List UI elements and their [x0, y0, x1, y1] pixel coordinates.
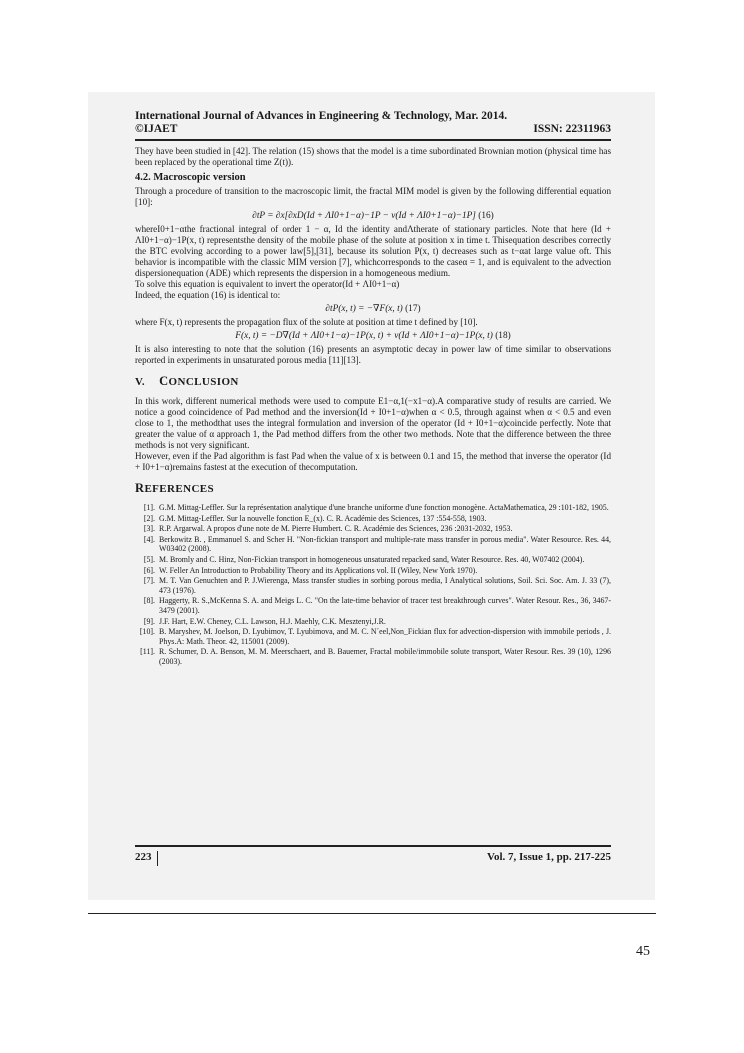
header-row: [135, 123, 611, 136]
reference-item: [135, 647, 611, 666]
references-heading: [135, 481, 611, 496]
journal-footer: [135, 845, 611, 866]
macro-paragraph-1: Through a procedure of transition to the macroscopic limit, the fractal MIM model is given by the following differential equation [10]:: [135, 186, 611, 207]
reference-item: [135, 535, 611, 554]
reference-text: R.P. Argarwal. A propos d'une note de M. Pierre Humbert. C. R. Académie des Sciences, 236 :2031-2032, 1953.: [159, 524, 513, 534]
references-list: [135, 503, 611, 667]
conclusion-paragraph-1: In this work, different numerical methods were used to compute E1−α,1(−x1−α).A comparative study of results are carried. We notice a good coincidence of Pad method and the inversion(Id + I0+1−α)when α < 0.5, through against when α < 0.5 and even close to 1, the methodthat uses the integral formulation and inversion of the operator (Id + I0+1−α)coincide perfectly. Note that greater the value of α approach 1, the Pad method differs from the other two methods. Note that the difference between the three methods is not very significant.: [135, 396, 611, 450]
macro-paragraph-4: Indeed, the equation (16) is identical to:: [135, 290, 281, 300]
conclusion-number: V.: [135, 376, 146, 388]
reference-text: W. Feller An Introduction to Probability Theory and its Applications vol. II (Wiley, New York 1970).: [159, 565, 478, 575]
equation-17-body: ∂tP(x, t) = −∇F(x, t): [325, 304, 403, 314]
reference-number: [11].: [140, 647, 155, 657]
reference-item: [135, 627, 611, 646]
reference-text: Haggerty, R. S.,McKenna S. A. and Meigs L. C. "On the late-time behavior of tracer test breakthrough curves". Water Resour. Res., 36, 3467-3479 (2001).: [159, 596, 611, 615]
macro-paragraph-6: It is also interesting to note that the solution (16) presents an asymptotic decay in power law of time similar to observations reported in experiments in unsaturated porous media [11][13].: [135, 344, 611, 365]
reference-item: [135, 617, 611, 627]
reference-item: [135, 524, 611, 534]
references-title-rest: EFERENCES: [144, 483, 215, 495]
footer-rule: [135, 845, 611, 847]
header-rule: [135, 139, 611, 141]
reference-number: [7].: [143, 576, 155, 586]
references-title-initial: R: [135, 481, 145, 495]
reference-number: [5].: [143, 554, 155, 564]
reference-number: [6].: [143, 565, 155, 575]
equation-18-number: (18): [495, 331, 511, 341]
reference-text: B. Maryshev, M. Joelson, D. Lyubimov, T. Lyubimova, and M. C. N´eel,Non_Fickian flux for advection-dispersion with immobile periods , J. Phys.A: Math. Theor. 42, 115001 (2009).: [159, 627, 611, 646]
conclusion-title-rest: ONCLUSION: [168, 376, 239, 388]
equation-16-number: (16): [478, 211, 494, 221]
reference-number: [10].: [139, 627, 155, 637]
reference-text: J.F. Hart, E.W. Cheney, C.L. Lawson, H.J. Maehly, C.K. Mesztenyi,J.R.: [159, 616, 386, 626]
equation-16: [135, 210, 611, 222]
reference-item: [135, 555, 611, 565]
reference-text: Berkowitz B. , Emmanuel S. and Scher H. "Non-fickian transport and multiple-rate mass transfer in porous media". Water Resource. Res. 44, W03402 (2008).: [159, 534, 611, 554]
footer-row: [135, 851, 611, 866]
volume-info: Vol. 7, Issue 1, pp. 217-225: [487, 851, 611, 863]
copyright: ©IJAET: [135, 123, 178, 135]
reference-number: [1].: [143, 503, 155, 512]
journal-title: International Journal of Advances in Engineering & Technology, Mar. 2014.: [135, 110, 508, 122]
reference-item: [135, 576, 611, 595]
journal-page-number: 223: [135, 851, 158, 866]
equation-16-body: ∂tP = ∂x[∂xD(Id + ΛI0+1−α)−1P − v(Id + ΛI0+1−α)−1P]: [252, 211, 476, 221]
macro-paragraph-2: whereI0+1−αthe fractional integral of order 1 − α, Id the identity andΛtherate of stationary particles. Note that here (Id + ΛI0+1−α)−1P(x, t) representsthe density of the mobile phase of the solute at position x in time t. Thisequation describes correctly the BTC evolving according to a power law[5],[31], because its solution P(x, t) decreases such as t−αat large value oft. This behavior is incompatible with the classic MIM version [7], whichcorresponds to the caseα = 1, and is equivalent to the advection dispersionequation (ADE) which represents the dispersion in a homogeneous medium.: [135, 224, 611, 278]
reference-text: R. Schumer, D. A. Benson, M. M. Meerschaert, and B. Bauemer, Fractal mobile/immobile solute transport, Water Resour. Res. 39 (10), 1296 (2003).: [159, 647, 611, 666]
equation-18: [135, 330, 611, 342]
conclusion-paragraph-2: However, even if the Pad algorithm is fast Pad when the value of x is between 0.1 and 15, the method that inverse the operator (Id + I0+1−α)remains fastest at the execution of thecomputation.: [135, 451, 611, 472]
reference-text: M. T. Van Genuchten and P. J.Wierenga, Mass transfer studies in sorbing porous media, I Analytical solutions, Soil. Sci. Soc. Am. J. 33 (7), 473 (1976).: [159, 576, 611, 595]
conclusion-title-initial: C: [159, 374, 169, 388]
scanned-page: [88, 92, 655, 900]
reference-text: G.M. Mittag-Leffler. Sur la nouvelle fonction E_(x). C. R. Académie des Sciences, 137 :554-558, 1903.: [159, 513, 487, 523]
reference-item: [135, 596, 611, 615]
subsection-title: 4.2. Macroscopic version: [135, 172, 246, 183]
reference-number: [3].: [143, 524, 155, 534]
intro-paragraph: They have been studied in [42]. The relation (15) shows that the model is a time subordinated Brownian motion (physical time has been replaced by the operational time Z(t)).: [135, 146, 611, 167]
equation-17-number: (17): [405, 304, 421, 314]
reference-number: [8].: [143, 596, 155, 606]
reference-text: M. Bromly and C. Hinz, Non-Fickian transport in homogeneous unsaturated repacked sand, Water Resource. Res. 40, W07402 (2004).: [159, 554, 585, 564]
macro-paragraph-5: where F(x, t) represents the propagation flux of the solute at position at time t defined by [10].: [135, 317, 478, 327]
conclusion-heading: [135, 374, 611, 389]
reference-item: [135, 566, 611, 576]
reference-text: G.M. Mittag-Leffler. Sur la représentation analytique d'une branche uniforme d'une fonction monogène. ActaMathematica, 29 :101-182, 1905.: [159, 503, 609, 512]
equation-17: [135, 303, 611, 315]
journal-header: [135, 110, 611, 136]
macro-paragraph-3: To solve this equation is equivalent to invert the operator(Id + ΛI0+1−α): [135, 279, 400, 289]
reference-item: [135, 503, 611, 513]
reference-number: [9].: [143, 616, 155, 626]
issn: ISSN: 22311963: [533, 123, 611, 135]
equation-18-body: F(x, t) = −D∇(Id + ΛI0+1−α)−1P(x, t) + v(Id + ΛI0+1−α)−1P(x, t): [235, 331, 493, 341]
reference-item: [135, 514, 611, 524]
reference-number: [4].: [143, 534, 155, 544]
page-number: 45: [636, 944, 650, 959]
reference-number: [2].: [143, 513, 155, 523]
bottom-divider: [88, 913, 656, 914]
page-content: [135, 110, 611, 668]
